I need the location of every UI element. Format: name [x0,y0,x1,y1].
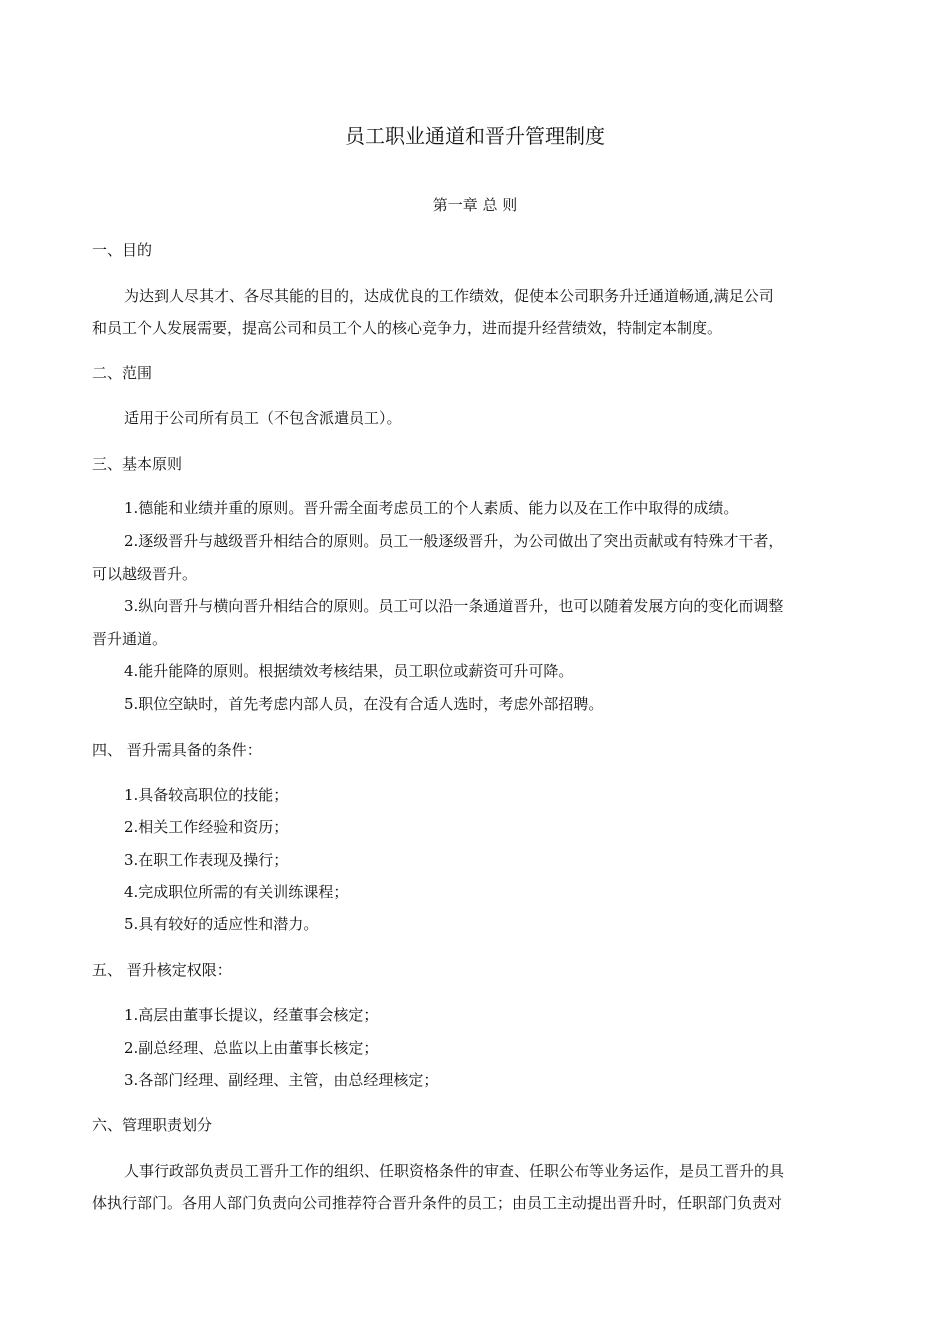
section-heading-principles: 三、基本原则 [92,455,183,473]
paragraph-line: 和员工个人发展需要，提高公司和员工个人的核心竞争力，进而提升经营绩效，特制定本制度。 [92,319,723,337]
section-heading-scope: 二、范围 [92,364,153,382]
chapter-heading: 第一章 总 则 [432,196,518,214]
list-item: 4.完成职位所需的有关训练课程； [124,883,349,901]
list-item: 2.副总经理、总监以上由董事长核定； [124,1039,379,1057]
list-item: 2.逐级晋升与越级晋升相结合的原则。员工一般逐级晋升，为公司做出了突出贡献或有特殊才干者， [124,532,784,550]
paragraph-line: 适用于公司所有员工（不包含派遣员工）。 [124,409,402,427]
section-heading-purpose: 一、目的 [92,241,153,259]
list-item: 3.各部门经理、副经理、主管，由总经理核定； [124,1071,439,1089]
list-item: 5.具有较好的适应性和潜力。 [124,915,319,933]
list-item: 5.职位空缺时，首先考虑内部人员，在没有合适人选时，考虑外部招聘。 [124,695,604,713]
paragraph-line: 体执行部门。各用人部门负责向公司推荐符合晋升条件的员工；由员工主动提出晋升时，任职部门负责对 [92,1194,783,1212]
list-item: 3.在职工作表现及操行； [124,851,289,869]
list-item: 1.高层由董事长提议，经董事会核定； [124,1006,379,1024]
list-item: 1.德能和业绩并重的原则。晋升需全面考虑员工的个人素质、能力以及在工作中取得的成绩。 [124,499,739,517]
paragraph-line: 为达到人尽其才、各尽其能的目的，达成优良的工作绩效，促使本公司职务升迁通道畅通,满足公司 [124,287,774,305]
section-heading-conditions: 四、 晋升需具备的条件： [92,741,262,759]
list-item: 4.能升能降的原则。根据绩效考核结果，员工职位或薪资可升可降。 [124,662,574,680]
list-item-continuation: 晋升通道。 [92,630,168,648]
list-item: 2.相关工作经验和资历； [124,818,289,836]
list-item: 1.具备较高职位的技能； [124,786,289,804]
list-item-continuation: 可以越级晋升。 [92,565,198,583]
section-heading-authority: 五、 晋升核定权限： [92,961,232,979]
section-heading-responsibilities: 六、管理职责划分 [92,1116,213,1134]
document-title: 员工职业通道和晋升管理制度 [345,124,605,148]
paragraph-line: 人事行政部负责员工晋升工作的组织、任职资格条件的审查、任职公布等业务运作，是员工晋升的具 [124,1162,785,1180]
list-item: 3.纵向晋升与横向晋升相结合的原则。员工可以沿一条通道晋升，也可以随着发展方向的变化而调整 [124,597,784,615]
